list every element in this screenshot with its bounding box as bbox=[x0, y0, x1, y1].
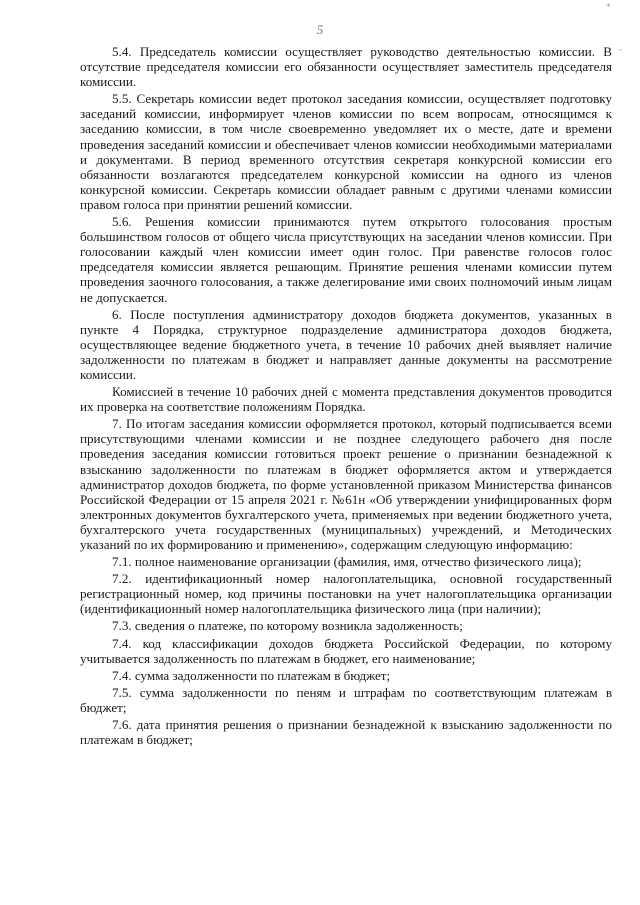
document-body bbox=[80, 44, 612, 749]
paragraph-7-1: 7.1. полное наименование организации (фамилия, имя, отчество физического лица); bbox=[112, 554, 582, 570]
paragraph-7-6: 7.6. дата принятия решения о признании безнадежной к взысканию задолженности по платежам в бюджет; bbox=[80, 717, 612, 748]
paragraph-7-4b: 7.4. сумма задолженности по платежам в бюджет; bbox=[112, 667, 391, 683]
paragraph-7-5: 7.5. сумма задолженности по пеням и штрафам по соответствующим платежам в бюджет; bbox=[80, 684, 612, 715]
paragraph-6-check: Комиссией в течение 10 рабочих дней с момента представления документов проводится их проверка на соответствие положениям Порядка. bbox=[80, 384, 612, 415]
paragraph-7-3: 7.3. сведения о платеже, по которому возникла задолженность; bbox=[112, 618, 463, 634]
paragraph-5-4: 5.4. Председатель комиссии осуществляет руководство деятельностью комиссии. В отсутствие председателя комиссии его обязанности осуществляет заместитель председателя комиссии. bbox=[80, 44, 612, 90]
paragraph-7-4a: 7.4. код классификации доходов бюджета Российской Федерации, по которому учитывается задолженность по платежам в бюджет, его наименование; bbox=[80, 635, 612, 666]
paragraph-6: 6. После поступления администратору доходов бюджета документов, указанных в пункте 4 Порядка, структурное подразделение администратора доходов бюджета, осуществляющее ведение бюджетного учета, в течение 10 рабочих дней выявляет наличие задолженности по платежам в бюджет и направляет данные документы на рассмотрение комиссии. bbox=[80, 306, 612, 382]
paragraph-5-5: 5.5. Секретарь комиссии ведет протокол заседания комиссии, осуществляет подготовку заседаний комиссии, информирует членов комиссии по всем вопросам, относящимся к заседанию комиссии, в том числе своевременно уведомляет их о месте, дате и времени проведения заседаний комиссии и обеспечивает членов комиссии необходимыми материалами и документами. В период временного отсутствия секретаря конкурсной комиссии его обязанности возлагаются председателем конкурсной комиссии на одного из членов конкурсной комиссии. Секретарь комиссии обладает равным с другими членами комиссии правом голоса при принятии решений комиссии. bbox=[80, 91, 612, 212]
paragraph-7-2: 7.2. идентификационный номер налогоплательщика, основной государственный регистрационный номер, код причины постановки на учет налогоплательщика организации (идентификационный номер налогоплательщика физического лица (при наличии); bbox=[80, 571, 612, 617]
page-number: 5 bbox=[316, 22, 324, 37]
paragraph-5-6: 5.6. Решения комиссии принимаются путем открытого голосования простым большинством голосов от общего числа присутствующих на заседании членов комиссии. При голосовании каждый член комиссии имеет один голос. При равенстве голосов голос председателя комиссии является решающим. Принятие решения членами комиссии путем проведения заочного голосования, а также делегирование ими своих полномочий иным лицам не допускается. bbox=[80, 214, 612, 305]
paragraph-7: 7. По итогам заседания комиссии оформляется протокол, который подписывается всеми присутствующими членами комиссии и не позднее следующего рабочего дня после проведения заседания комиссии готовиться проект решение о признании безнадежной к взысканию задолженности по платежам в бюджет оформляется актом и утверждается администратор доходов бюджета, по форме установленной приказом Министерства финансов Российской Федерации от 15 апреля 2021 г. №61н «Об утверждении унифицированных форм электронных документов бухгалтерского учета, применяемых при ведении бюджетного учета, бухгалтерского учета государственных (муниципальных) учреждений, и Методических указаний по их формированию и применению», содержащим следующую информацию: bbox=[80, 416, 612, 552]
scan-mark: * bbox=[606, 2, 611, 12]
scan-mark: - bbox=[619, 44, 622, 54]
